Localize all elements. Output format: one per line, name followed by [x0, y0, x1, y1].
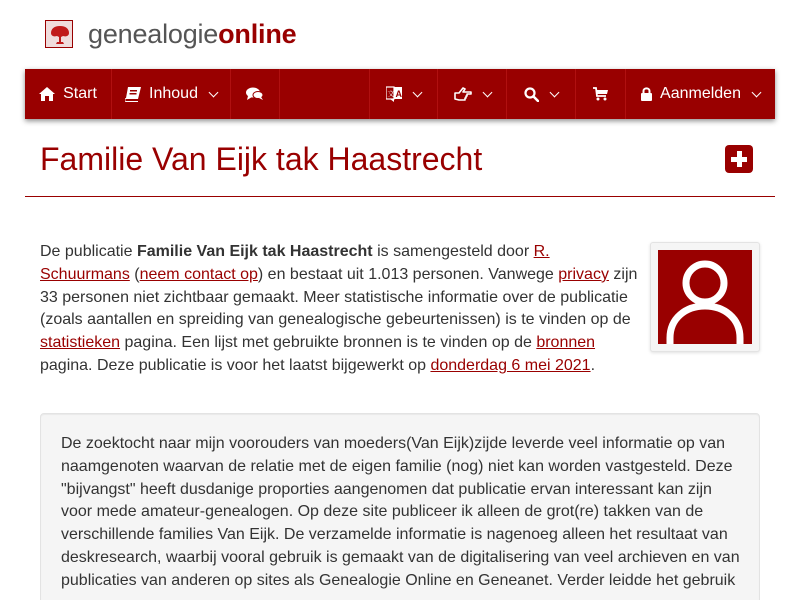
chevron-down-icon — [550, 87, 560, 97]
chevron-down-icon — [482, 87, 492, 97]
title-divider — [25, 196, 775, 197]
nav-forum[interactable] — [231, 69, 280, 119]
home-icon — [39, 87, 55, 101]
svg-text:文: 文 — [387, 91, 395, 98]
book-icon — [125, 87, 141, 102]
nav-login[interactable]: Aanmelden — [626, 69, 775, 119]
description-line: verschillende families Van Eijk. De verzamelde informatie is nagenoeg alleen het resultaat van — [61, 526, 728, 544]
nav-actions[interactable] — [438, 69, 507, 119]
contact-link[interactable]: neem contact op — [139, 265, 258, 283]
tree-icon — [45, 20, 73, 48]
description-line: deskresearch, waarbij vooral gebruik is gemaakt van de digitalisering van veel archieven en van — [61, 548, 740, 566]
author-link[interactable]: R. Schuurmans — [40, 243, 550, 283]
chevron-down-icon — [413, 87, 423, 97]
description-line: "bijvangst" heeft dusdanige proporties aangenomen dat publicatie ervan interessant kan zijn — [61, 480, 712, 498]
publication-name: Familie Van Eijk tak Haastrecht — [136, 243, 373, 260]
comments-icon — [246, 87, 264, 101]
nav-language[interactable] — [369, 69, 438, 119]
site-logo[interactable] — [45, 20, 296, 48]
search-icon — [524, 87, 539, 102]
svg-text:A: A — [395, 89, 402, 99]
privacy-link[interactable]: privacy — [558, 265, 609, 283]
lock-icon — [641, 87, 652, 101]
user-icon — [658, 250, 752, 344]
nav-start[interactable]: Start — [25, 69, 112, 119]
plus-square-icon[interactable] — [725, 145, 753, 173]
main-navbar — [25, 69, 775, 119]
statistics-link[interactable]: statistieken — [40, 334, 121, 352]
publication-description — [40, 413, 760, 600]
publication-intro: De publicatie Familie Van Eijk tak Haastrecht is samengesteld door R. Schuurmans (neem contact op) en bestaat uit 1.013 personen. Vanwege privacy zijn 33 personen niet zichtbaar gemaakt. Meer statistische informatie over de publicatie (zoals aantallen en spreiding van genealogische gebeurtenissen) is te vinden op de statistieken pagina. Een lijst met gebruikte bronnen is te vinden op de bronnen pagina. Deze publicatie is voor het laatst bijgewerkt op donderdag 6 mei 2021. — [40, 243, 638, 374]
description-line: voor mede amateur-genealogen. Op deze site publiceer ik alleen de grot(re) takken van de — [61, 503, 704, 521]
cart-icon — [593, 87, 608, 101]
nav-search[interactable] — [507, 69, 576, 119]
language-icon — [386, 86, 402, 102]
hand-pointer-icon — [454, 87, 472, 101]
chevron-down-icon — [209, 87, 219, 97]
description-line: publicaties van anderen op sites als Genealogie Online en Geneanet. Verder leidde het gebruik — [61, 571, 736, 589]
last-updated-link[interactable]: donderdag 6 mei 2021 — [430, 356, 591, 374]
description-line: naamgenoten waarvan de relatie met de eigen familie (nog) niet kan worden vastgesteld. Deze — [61, 457, 733, 475]
chevron-down-icon — [752, 87, 762, 97]
nav-cart[interactable] — [576, 69, 626, 119]
page-title: Familie Van Eijk tak Haastrecht — [40, 141, 483, 177]
sources-link[interactable]: bronnen — [536, 334, 596, 352]
site-name: genealogieonline — [88, 19, 297, 49]
author-avatar-frame — [650, 242, 760, 352]
description-line: De zoektocht naar mijn voorouders van moeders(Van Eijk)zijde leverde veel informatie op van — [61, 435, 726, 452]
nav-inhoud[interactable]: Inhoud — [112, 69, 231, 119]
